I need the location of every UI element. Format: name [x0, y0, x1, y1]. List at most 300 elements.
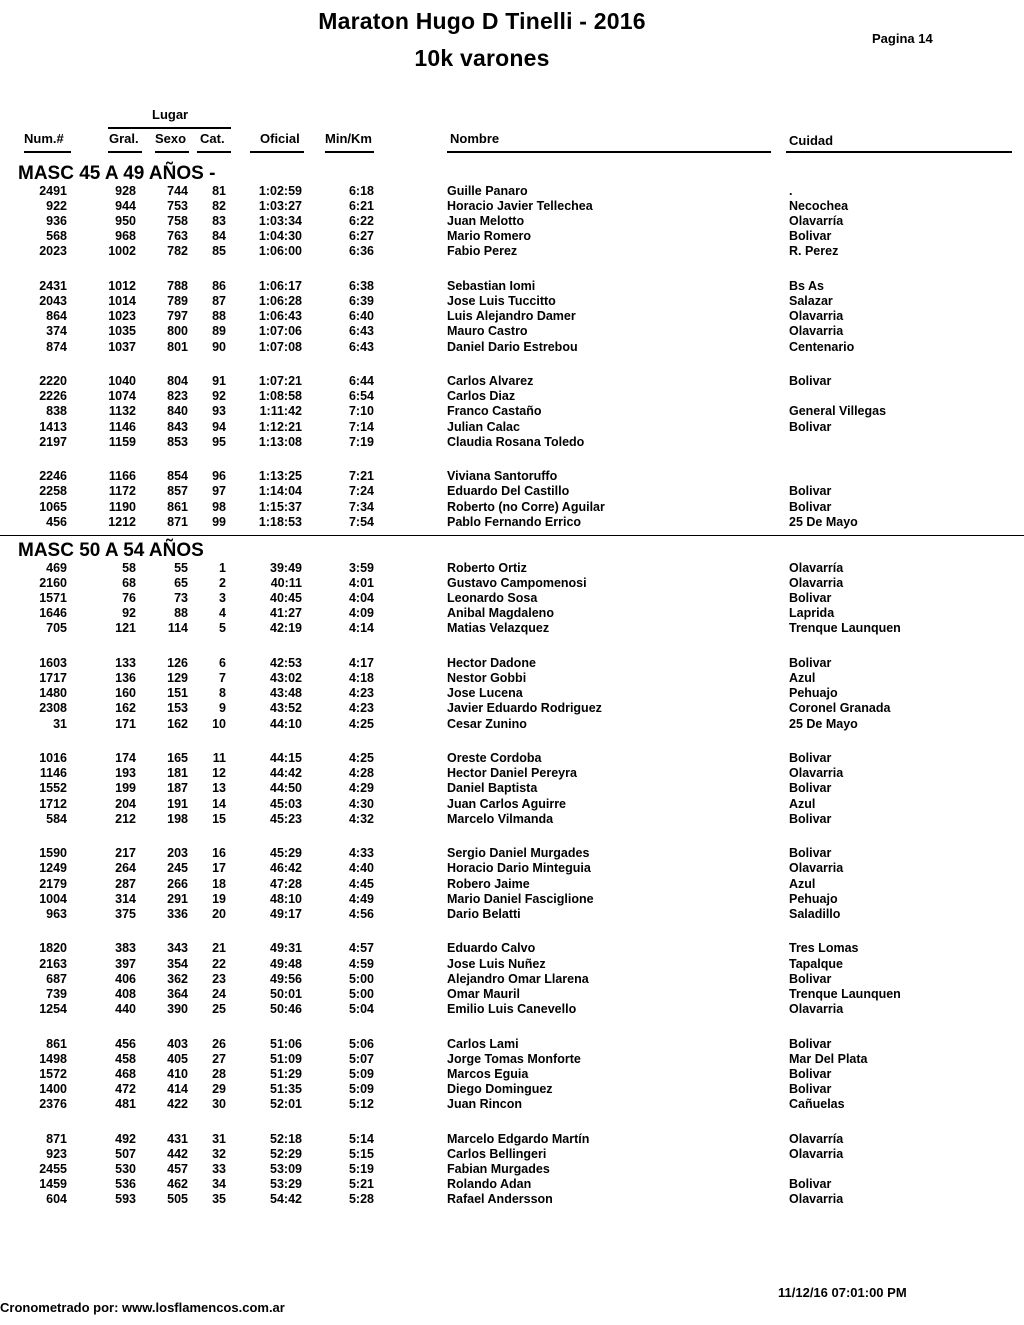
runner-name: Juan Rincon — [447, 1096, 523, 1111]
runner-city: 25 De Mayo — [789, 514, 858, 529]
runner-name: Nestor Gobbi — [447, 671, 527, 686]
result-row — [0, 294, 1024, 309]
runner-city: Salazar — [789, 294, 833, 309]
place-category: 3 — [219, 591, 226, 606]
header-lugar-underline — [108, 127, 231, 129]
runner-name: Julian Calac — [447, 419, 520, 434]
result-row — [0, 812, 1024, 827]
place-category: 99 — [212, 514, 226, 529]
result-row — [0, 484, 1024, 499]
pace-min-km: 5:12 — [348, 1096, 374, 1111]
official-time: 1:18:53 — [258, 514, 302, 529]
runner-name: Viviana Santoruffo — [447, 469, 558, 484]
place-category: 91 — [212, 374, 226, 389]
result-row — [0, 621, 1024, 636]
place-general: 481 — [115, 1096, 136, 1111]
place-general: 950 — [115, 214, 136, 229]
official-time: 41:27 — [270, 606, 302, 621]
pace-min-km: 5:19 — [348, 1161, 374, 1176]
bib-number: 838 — [46, 404, 67, 419]
place-sex: 88 — [174, 606, 188, 621]
result-row — [0, 987, 1024, 1002]
runner-name: Daniel Baptista — [447, 781, 538, 796]
pace-min-km: 7:21 — [348, 469, 374, 484]
place-sex: 854 — [167, 469, 188, 484]
runner-name: Hector Dadone — [447, 656, 536, 671]
official-time: 45:03 — [270, 796, 302, 811]
bib-number: 1146 — [39, 766, 67, 781]
place-sex: 871 — [167, 514, 188, 529]
runner-city: 25 De Mayo — [789, 716, 858, 731]
place-sex: 800 — [167, 324, 188, 339]
runner-city: Bolivar — [789, 591, 832, 606]
runner-city: Olavarria — [789, 861, 844, 876]
place-general: 162 — [115, 701, 136, 716]
place-category: 15 — [212, 811, 226, 826]
runner-city: Bolivar — [789, 499, 832, 514]
place-sex: 840 — [167, 404, 188, 419]
pace-min-km: 5:07 — [348, 1051, 374, 1066]
official-time: 44:50 — [270, 781, 302, 796]
bib-number: 2431 — [39, 279, 67, 294]
bib-number: 1603 — [39, 656, 67, 671]
place-category: 32 — [212, 1146, 226, 1161]
runner-name: Dario Belatti — [447, 906, 521, 921]
official-time: 45:23 — [270, 811, 302, 826]
result-row — [0, 671, 1024, 686]
runner-city: Olavarría — [789, 1131, 844, 1146]
place-category: 2 — [219, 576, 226, 591]
runner-city: Saladillo — [789, 906, 841, 921]
runner-city: Bolivar — [789, 374, 832, 389]
runner-city: Mar Del Plata — [789, 1051, 868, 1066]
place-sex: 55 — [174, 561, 188, 575]
runner-name: Eduardo Del Castillo — [447, 484, 570, 499]
runner-city: Olavarria — [789, 1192, 844, 1206]
runner-name: Jose Lucena — [447, 686, 523, 701]
pace-min-km: 5:09 — [348, 1081, 374, 1096]
place-sex: 364 — [167, 986, 188, 1001]
place-general: 1074 — [108, 389, 136, 404]
place-sex: 823 — [167, 389, 188, 404]
place-sex: 162 — [167, 716, 188, 731]
place-sex: 422 — [167, 1096, 188, 1111]
place-general: 204 — [115, 796, 136, 811]
header-num-underline — [24, 151, 71, 153]
runner-name: Leonardo Sosa — [447, 591, 538, 606]
place-sex: 857 — [167, 484, 188, 499]
pace-min-km: 4:59 — [348, 956, 374, 971]
bib-number: 1712 — [39, 796, 67, 811]
runner-city: Tapalque — [789, 956, 843, 971]
place-sex: 797 — [167, 309, 188, 324]
bib-number: 2197 — [39, 434, 67, 449]
result-row — [0, 184, 1024, 199]
runner-city: R. Perez — [789, 244, 839, 259]
result-row — [0, 751, 1024, 766]
runner-name: Oreste Cordoba — [447, 751, 542, 766]
page-subtitle: 10k varones — [414, 45, 550, 71]
place-sex: 442 — [167, 1146, 188, 1161]
official-time: 43:02 — [270, 671, 302, 686]
official-time: 50:46 — [270, 1001, 302, 1016]
place-sex: 291 — [167, 891, 188, 906]
place-general: 1002 — [108, 244, 136, 259]
place-category: 90 — [212, 339, 226, 354]
pace-min-km: 7:34 — [348, 499, 374, 514]
place-general: 440 — [115, 1001, 136, 1016]
bib-number: 2163 — [39, 956, 67, 971]
official-time: 1:04:30 — [258, 229, 302, 244]
bib-number: 2023 — [39, 244, 67, 259]
header-gral-underline — [108, 151, 142, 153]
official-time: 43:48 — [270, 686, 302, 701]
pace-min-km: 4:04 — [348, 591, 374, 606]
header-oficial-underline — [250, 151, 304, 153]
bib-number: 874 — [46, 339, 67, 354]
place-sex: 191 — [167, 796, 188, 811]
runner-name: Fabio Perez — [447, 244, 518, 259]
official-time: 1:15:37 — [258, 499, 302, 514]
runner-name: Hector Daniel Pereyra — [447, 766, 577, 781]
place-general: 968 — [115, 229, 136, 244]
pace-min-km: 5:09 — [348, 1066, 374, 1081]
bib-number: 2043 — [39, 294, 67, 309]
runner-name: Roberto Ortiz — [447, 561, 527, 575]
bib-number: 469 — [46, 561, 67, 575]
place-category: 89 — [212, 324, 226, 339]
runner-name: Carlos Lami — [447, 1036, 519, 1051]
result-row — [0, 686, 1024, 701]
bib-number: 1590 — [39, 846, 67, 861]
bib-number: 1459 — [39, 1176, 67, 1191]
result-row — [0, 941, 1024, 956]
place-sex: 405 — [167, 1051, 188, 1066]
official-time: 1:06:43 — [258, 309, 302, 324]
place-general: 92 — [122, 606, 136, 621]
runner-name: Jorge Tomas Monforte — [447, 1051, 581, 1066]
result-row — [0, 1147, 1024, 1162]
official-time: 45:29 — [270, 846, 302, 861]
result-row — [0, 515, 1024, 530]
runner-city: Trenque Launquen — [789, 986, 901, 1001]
pace-min-km: 7:14 — [348, 419, 374, 434]
place-category: 17 — [212, 861, 226, 876]
runner-name: Daniel Dario Estrebou — [447, 339, 578, 354]
bib-number: 1820 — [39, 941, 67, 956]
pace-min-km: 4:32 — [348, 811, 374, 826]
runner-city: Coronel Granada — [789, 701, 891, 716]
place-general: 193 — [115, 766, 136, 781]
header-gral: Gral. — [109, 131, 139, 146]
bib-number: 1498 — [39, 1051, 67, 1066]
place-general: 1037 — [108, 339, 136, 354]
result-row — [0, 374, 1024, 389]
place-category: 10 — [212, 716, 226, 731]
runner-name: Mario Romero — [447, 229, 532, 244]
place-sex: 336 — [167, 906, 188, 921]
result-row — [0, 576, 1024, 591]
place-sex: 431 — [167, 1131, 188, 1146]
official-time: 48:10 — [270, 891, 302, 906]
bib-number: 584 — [46, 811, 67, 826]
bib-number: 936 — [46, 214, 67, 229]
header-cuidad: Cuidad — [789, 133, 834, 148]
place-sex: 114 — [167, 621, 188, 636]
place-general: 530 — [115, 1161, 136, 1176]
place-category: 87 — [212, 294, 226, 309]
print-timestamp: 11/12/16 07:01:00 PM — [778, 1285, 907, 1300]
runner-city: Azul — [789, 671, 816, 686]
runner-city: Olavarria — [789, 1001, 844, 1016]
result-row — [0, 199, 1024, 214]
official-time: 51:06 — [270, 1036, 302, 1051]
page-title: Maraton Hugo D Tinelli - 2016 — [318, 8, 646, 34]
official-time: 39:49 — [270, 561, 302, 575]
official-time: 49:48 — [270, 956, 302, 971]
runner-name: Horacio Javier Tellechea — [447, 199, 593, 214]
official-time: 46:42 — [270, 861, 302, 876]
place-category: 20 — [212, 906, 226, 921]
runner-name: Mario Daniel Fasciglione — [447, 891, 594, 906]
result-row — [0, 766, 1024, 781]
place-category: 94 — [212, 419, 226, 434]
result-row — [0, 797, 1024, 812]
official-time: 1:06:28 — [258, 294, 302, 309]
place-general: 1035 — [108, 324, 136, 339]
place-category: 28 — [212, 1066, 226, 1081]
bib-number: 1004 — [39, 891, 67, 906]
runner-city: Olavarría — [789, 561, 844, 575]
result-row — [0, 1067, 1024, 1082]
place-general: 1023 — [108, 309, 136, 324]
runner-name: Sebastian Iomi — [447, 279, 536, 294]
place-category: 30 — [212, 1096, 226, 1111]
result-row — [0, 957, 1024, 972]
result-row — [0, 229, 1024, 244]
place-category: 25 — [212, 1001, 226, 1016]
header-sexo-underline — [155, 151, 189, 153]
place-sex: 403 — [167, 1036, 188, 1051]
runner-city: Bolivar — [789, 971, 832, 986]
pace-min-km: 6:40 — [348, 309, 374, 324]
official-time: 1:07:06 — [258, 324, 302, 339]
bib-number: 2455 — [39, 1161, 67, 1176]
official-time: 1:08:58 — [258, 389, 302, 404]
pace-min-km: 5:14 — [348, 1131, 374, 1146]
place-category: 5 — [219, 621, 226, 636]
place-category: 4 — [219, 606, 226, 621]
bib-number: 2160 — [39, 576, 67, 591]
runner-name: Roberto (no Corre) Aguilar — [447, 499, 605, 514]
official-time: 1:11:42 — [259, 404, 302, 419]
runner-city: Olavarria — [789, 324, 844, 339]
pace-min-km: 4:33 — [348, 846, 374, 861]
header-minkm: Min/Km — [325, 131, 372, 146]
place-sex: 129 — [167, 671, 188, 686]
official-time: 51:29 — [270, 1066, 302, 1081]
place-category: 14 — [212, 796, 226, 811]
place-sex: 65 — [174, 576, 188, 591]
place-general: 456 — [115, 1036, 136, 1051]
bib-number: 2376 — [39, 1096, 67, 1111]
runner-city: Bolivar — [789, 811, 832, 826]
runner-name: Franco Castaño — [447, 404, 542, 419]
official-time: 1:13:25 — [258, 469, 302, 484]
place-sex: 457 — [167, 1161, 188, 1176]
place-sex: 266 — [167, 876, 188, 891]
place-sex: 181 — [167, 766, 188, 781]
result-row — [0, 877, 1024, 892]
pace-min-km: 6:36 — [348, 244, 374, 259]
place-category: 6 — [219, 656, 226, 671]
runner-name: Javier Eduardo Rodriguez — [447, 701, 602, 716]
official-time: 53:09 — [270, 1161, 302, 1176]
runner-city: Bolivar — [789, 1066, 832, 1081]
official-time: 40:45 — [270, 591, 302, 606]
pace-min-km: 7:10 — [348, 404, 374, 419]
place-category: 8 — [219, 686, 226, 701]
runner-name: Luis Alejandro Damer — [447, 309, 576, 324]
bib-number: 374 — [46, 324, 67, 339]
result-row — [0, 420, 1024, 435]
result-row — [0, 907, 1024, 922]
place-category: 29 — [212, 1081, 226, 1096]
runner-name: Mauro Castro — [447, 324, 528, 339]
place-sex: 758 — [167, 214, 188, 229]
bib-number: 1413 — [39, 419, 67, 434]
runner-city: Bolivar — [789, 419, 832, 434]
runner-city: Olavarria — [789, 576, 844, 591]
place-sex: 804 — [167, 374, 188, 389]
pace-min-km: 4:09 — [348, 606, 374, 621]
runner-name: Juan Carlos Aguirre — [447, 796, 567, 811]
runner-city: Bolivar — [789, 1081, 832, 1096]
place-category: 13 — [212, 781, 226, 796]
official-time: 44:15 — [270, 751, 302, 766]
pace-min-km: 4:45 — [348, 876, 374, 891]
bib-number: 2258 — [39, 484, 67, 499]
place-sex: 187 — [167, 781, 188, 796]
place-general: 287 — [115, 876, 136, 891]
place-sex: 362 — [167, 971, 188, 986]
place-general: 468 — [115, 1066, 136, 1081]
result-row — [0, 781, 1024, 796]
place-general: 1172 — [108, 484, 136, 499]
pace-min-km: 7:24 — [348, 484, 374, 499]
result-row — [0, 561, 1024, 576]
place-general: 375 — [115, 906, 136, 921]
bib-number: 705 — [46, 621, 67, 636]
runner-name: Gustavo Campomenosi — [447, 576, 587, 591]
bib-number: 1254 — [39, 1001, 67, 1016]
place-general: 536 — [115, 1176, 136, 1191]
runner-name: Marcelo Vilmanda — [447, 811, 554, 826]
place-sex: 788 — [167, 279, 188, 294]
official-time: 1:13:08 — [258, 434, 302, 449]
result-row — [0, 717, 1024, 732]
result-row — [0, 861, 1024, 876]
runner-city: Azul — [789, 796, 816, 811]
place-sex: 203 — [167, 846, 188, 861]
runner-name: Matias Velazquez — [447, 621, 550, 636]
place-general: 264 — [115, 861, 136, 876]
place-category: 18 — [212, 876, 226, 891]
pace-min-km: 4:14 — [348, 621, 374, 636]
timing-credit: Cronometrado por: www.losflamencos.com.ar — [0, 1300, 285, 1315]
runner-city: Olavarría — [789, 214, 844, 229]
bib-number: 923 — [46, 1146, 67, 1161]
place-category: 85 — [212, 244, 226, 259]
place-general: 1014 — [108, 294, 136, 309]
bib-number: 1016 — [39, 751, 67, 766]
place-sex: 414 — [167, 1081, 188, 1096]
place-general: 406 — [115, 971, 136, 986]
bib-number: 568 — [46, 229, 67, 244]
result-row — [0, 389, 1024, 404]
place-general: 121 — [115, 621, 136, 636]
bib-number: 31 — [53, 716, 67, 731]
runner-city: Bolivar — [789, 656, 832, 671]
runner-name: Marcos Eguia — [447, 1066, 529, 1081]
bib-number: 2226 — [39, 389, 67, 404]
place-category: 82 — [212, 199, 226, 214]
result-row — [0, 1037, 1024, 1052]
place-category: 11 — [212, 751, 226, 766]
place-category: 12 — [212, 766, 226, 781]
place-sex: 245 — [167, 861, 188, 876]
runner-name: Pablo Fernando Errico — [447, 514, 582, 529]
place-general: 472 — [115, 1081, 136, 1096]
official-time: 47:28 — [270, 876, 302, 891]
result-row — [0, 1082, 1024, 1097]
official-time: 52:01 — [270, 1096, 302, 1111]
place-sex: 843 — [167, 419, 188, 434]
page-number: Pagina 14 — [872, 31, 933, 46]
place-category: 23 — [212, 971, 226, 986]
result-row — [0, 435, 1024, 450]
header-cuidad-underline — [786, 151, 1012, 153]
place-category: 33 — [212, 1161, 226, 1176]
result-row — [0, 606, 1024, 621]
place-category: 93 — [212, 404, 226, 419]
category-heading: MASC 50 A 54 AÑOS — [18, 540, 204, 561]
place-sex: 744 — [167, 184, 188, 198]
place-category: 96 — [212, 469, 226, 484]
runner-name: Guille Panaro — [447, 184, 528, 198]
bib-number: 687 — [46, 971, 67, 986]
place-general: 68 — [122, 576, 136, 591]
bib-number: 1552 — [39, 781, 67, 796]
runner-city: Bolivar — [789, 1036, 832, 1051]
bib-number: 864 — [46, 309, 67, 324]
pace-min-km: 4:28 — [348, 766, 374, 781]
bib-number: 1572 — [39, 1066, 67, 1081]
result-row — [0, 1052, 1024, 1067]
place-general: 944 — [115, 199, 136, 214]
runner-name: Horacio Dario Minteguia — [447, 861, 591, 876]
result-row — [0, 701, 1024, 716]
pace-min-km: 4:25 — [348, 716, 374, 731]
runner-name: Jose Luis Nuñez — [447, 956, 546, 971]
place-category: 9 — [219, 701, 226, 716]
place-category: 81 — [212, 184, 226, 198]
place-sex: 343 — [167, 941, 188, 956]
runner-city: Bolivar — [789, 1176, 832, 1191]
pace-min-km: 4:17 — [348, 656, 374, 671]
pace-min-km: 5:21 — [348, 1176, 374, 1191]
runner-city: General Villegas — [789, 404, 887, 419]
